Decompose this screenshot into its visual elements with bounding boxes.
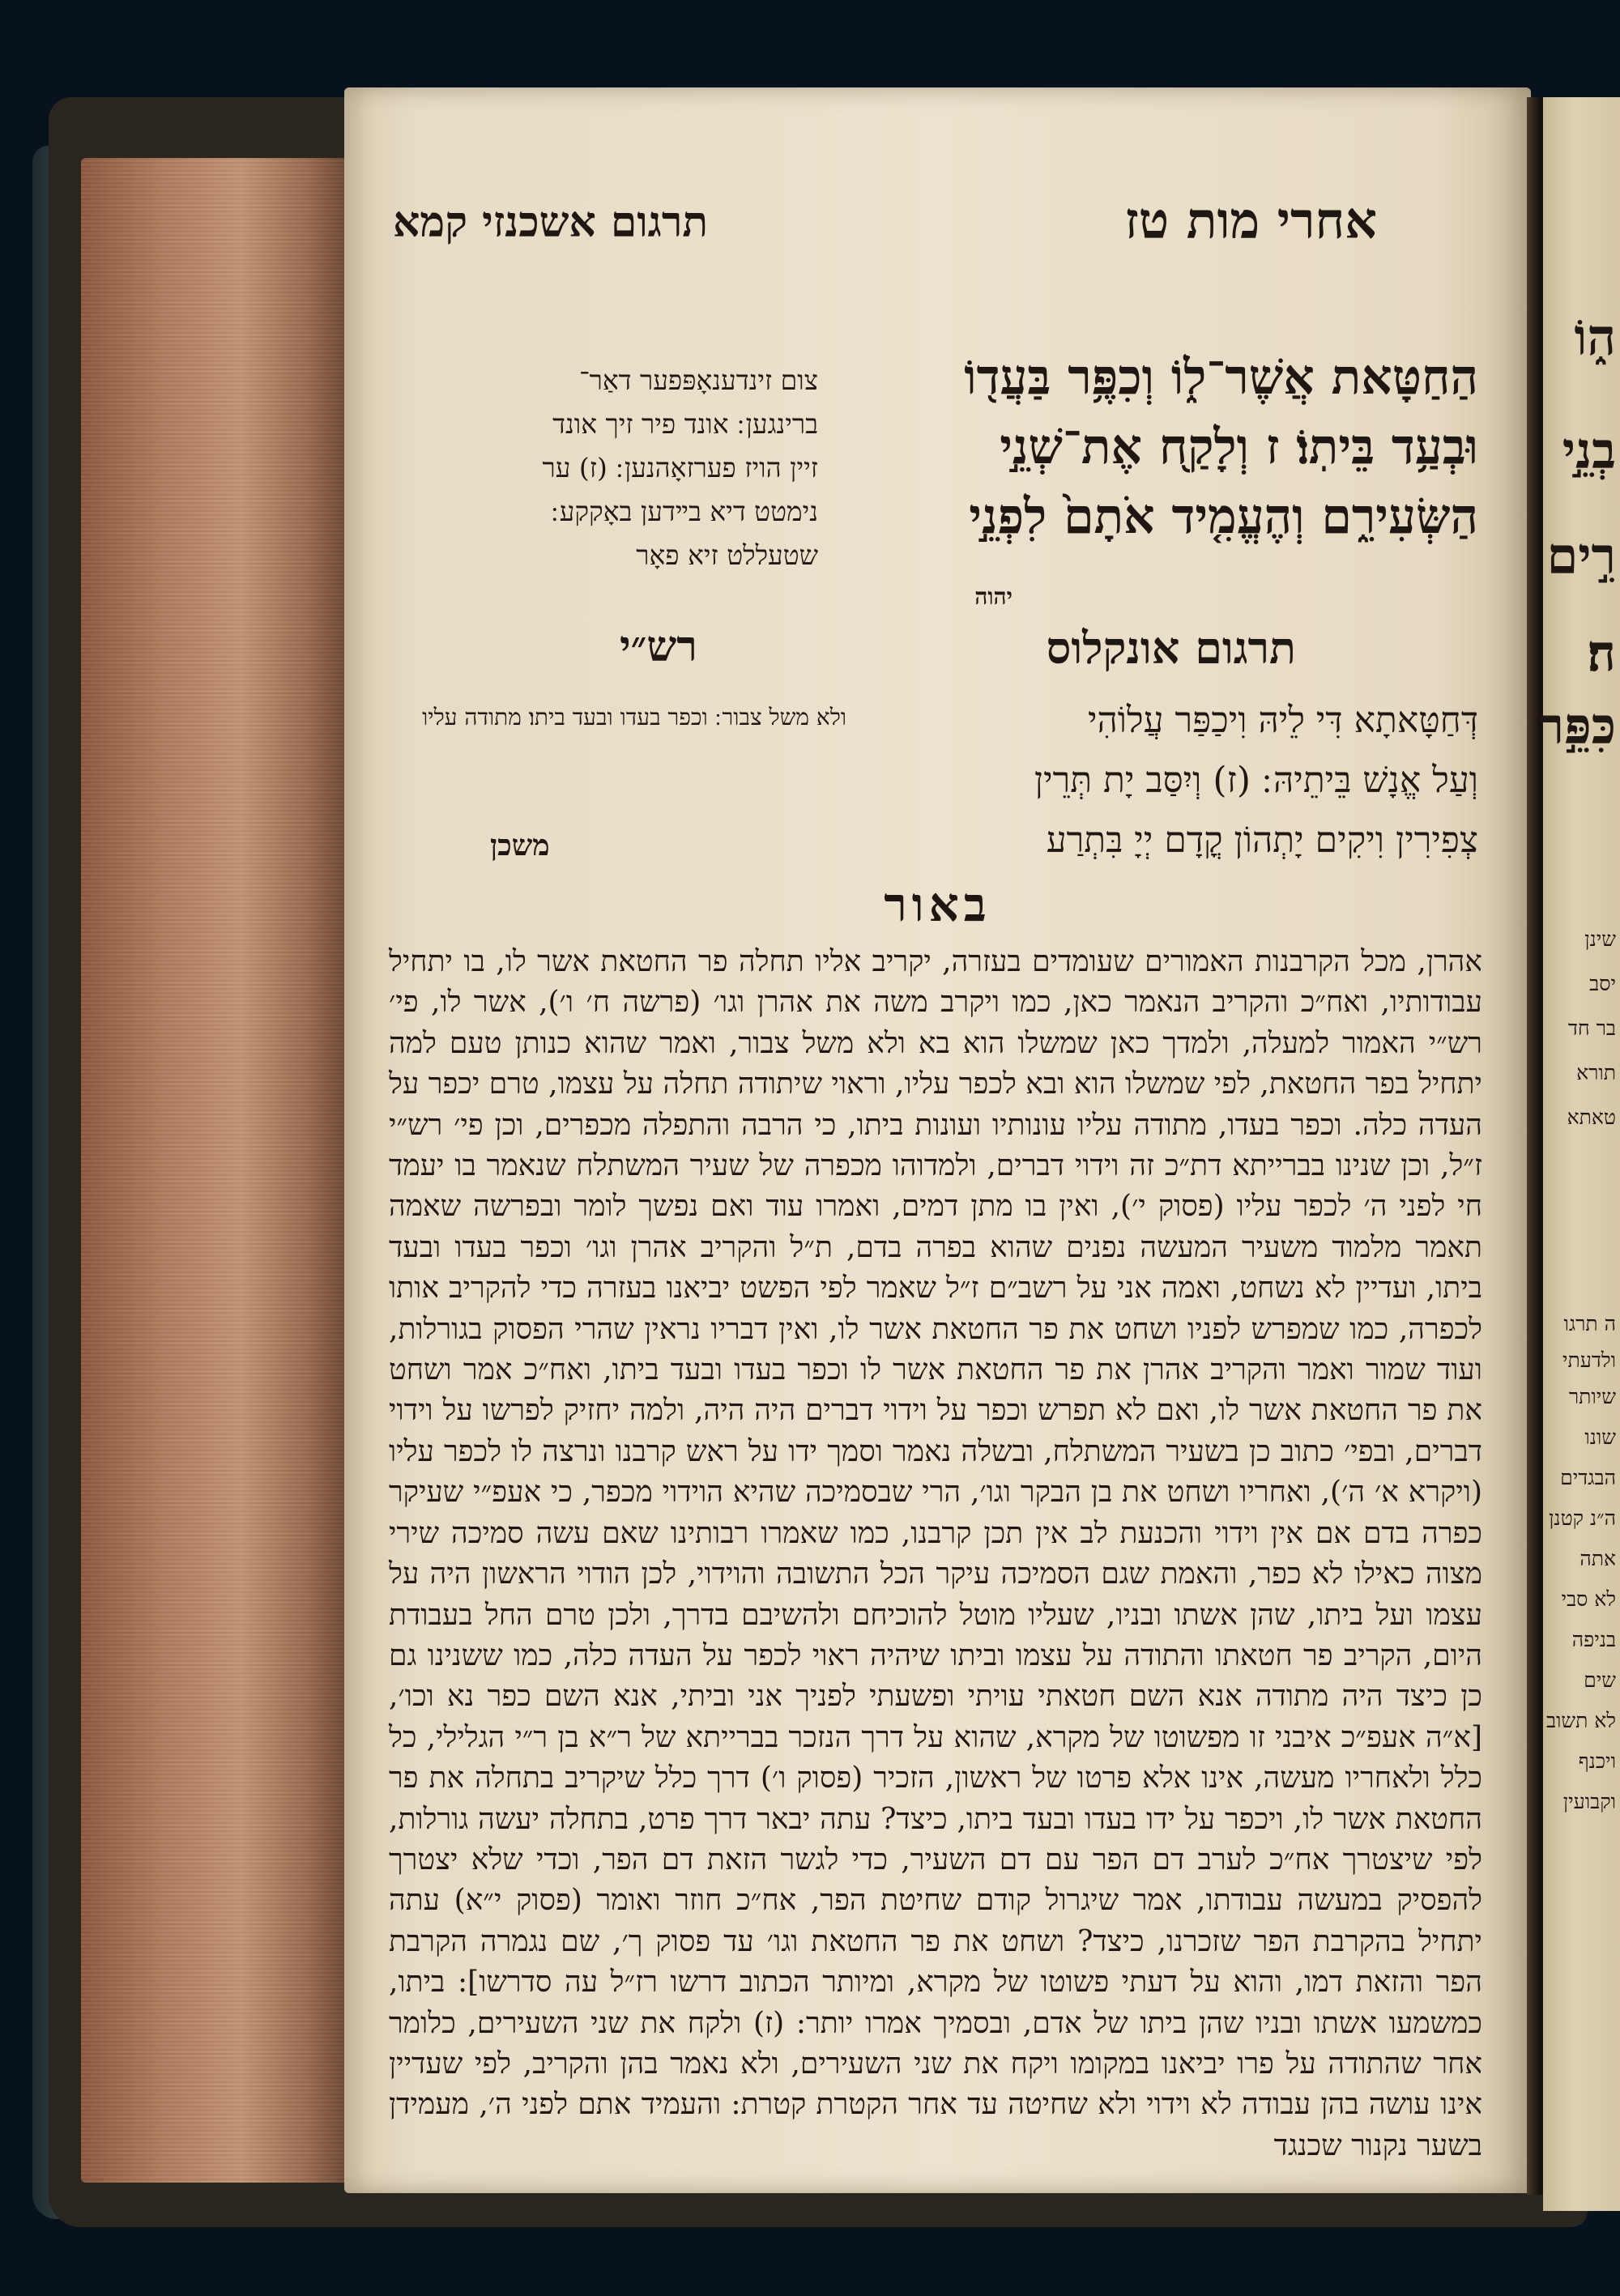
yiddish-translation-block (393, 359, 818, 577)
facing-page-fragment: ויכנף (1578, 1749, 1616, 1773)
facing-page-fragment: בניפה (1571, 1628, 1616, 1651)
divine-name-catchline: יהוה (974, 583, 1013, 610)
onkelos-line: צְפִירִין וִיקִים יָתְהוֹן קֳדָם יְיָ בִּתְרַע (1046, 820, 1478, 861)
rashi-heading: רש״י (620, 622, 697, 671)
onkelos-line: דְּחַטָּאתָא דִּי לֵיהּ וִיכַפַּר עֲלוֹהִי (1087, 700, 1478, 741)
rashi-catchword: משכן (490, 829, 550, 863)
facing-page-fragment: לא סבי (1561, 1587, 1616, 1611)
facing-page-fragment: אתה (1580, 1547, 1616, 1570)
biblical-text-block (855, 343, 1478, 552)
facing-page-fragment: בְנֵ֣י (1562, 421, 1616, 480)
facing-page-fragment: ה֑וֹ (1574, 308, 1616, 367)
page-header (344, 191, 1531, 264)
facing-page-fragment: שיותר (1568, 1385, 1616, 1408)
facing-page-fragment: ה״נ קטנן (1549, 1506, 1616, 1530)
facing-page-fragment: תורא (1576, 1061, 1616, 1084)
running-head-targum: תרגום אשכנזי קמא (393, 198, 709, 247)
biur-heading: באור (884, 877, 991, 932)
facing-page-fragment: וקבועין (1562, 1790, 1616, 1813)
facing-page-edge (1539, 97, 1620, 2211)
yiddish-line: זיין הויז פערזאָהנען ׃ (ז) ער (542, 452, 818, 483)
facing-page-fragment: לא תשוב (1545, 1709, 1616, 1732)
yiddish-line: נימטט דיא בײדען באָקקע ׃ (551, 496, 818, 527)
biblical-line: וּבְעַ֥ד בֵּיתֽוֹ׃ ז וְלָקַ֖ח אֶת־שְׁנֵ֣י (1000, 419, 1478, 475)
yiddish-line: ברינגען ׃ אונד פיר זיך אונד (552, 408, 818, 440)
onkelos-line: וְעַל אֱנָשׁ בֵּיתֵיהּ ׃ (ז) וְיִסַּב יָת תְּרֵין (1034, 760, 1478, 801)
facing-page-fragment: שינן (1584, 927, 1616, 951)
facing-page-fragment: רִ֣ים (1546, 526, 1616, 586)
book-page (344, 87, 1531, 2193)
facing-page-fragment: טאתא (1567, 1105, 1616, 1129)
facing-page-fragment: יסב (1589, 972, 1616, 995)
rashi-text-block: ולא משל צבור ׃ וכפר בעדו ובעד ביתו׃ מתודה עליו (422, 704, 846, 731)
onkelos-text-block (846, 691, 1478, 871)
onkelos-heading: תרגום אונקלוס (1046, 622, 1296, 674)
page-fore-edge (81, 158, 348, 2183)
biblical-line: הַחַטָּאת אֲשֶׁר־ל֑וֹ וְכִפֶּ֥ר בַּעֲד֖וֹ (964, 349, 1478, 406)
facing-page-fragment: ה תרגו (1563, 1312, 1616, 1335)
facing-page-fragment: הבגדים (1560, 1466, 1616, 1489)
facing-page-fragment: שונו (1584, 1425, 1616, 1449)
biblical-line: הַשְּׂעִירִ֑ם וְהֶעֱמִ֤יד אֹתָם֙ לִפְנֵ֣י (969, 488, 1478, 545)
running-head-parsha: אחרי מות טז (1124, 191, 1377, 250)
facing-page-fragment: ה׃ (1587, 624, 1616, 683)
yiddish-line: שטעללט זיא פאָר (636, 539, 818, 571)
facing-page-fragment: כִּפֵּ֣ר (1539, 696, 1616, 756)
facing-page-fragment: שים (1584, 1668, 1616, 1692)
yiddish-line: צום זינדענאָפּפער דאַר־ (579, 364, 818, 396)
facing-page-fragment: ולדעתי (1562, 1348, 1616, 1372)
biur-commentary-block: אהרן, מכל הקרבנות האמורים שעומדים בעזרה, יקריב אליו תחלה פר החטאת אשר לו, בו יתחיל עבודותיו, ואח״כ והקריב הנאמר כאן, כמו ויקרב משה את אהרן וגו׳ (פרשה ח׳ ו׳), אשר לו, פי׳ רש״י האמור למעלה, ולמדך כאן שמשלו הוא בא ולא משל צבור, ואמר שהוא כנותן טעם למה יתחיל בפר החטאת, לפי שמשלו הוא ובא לכפר עליו, וראוי שיתודה תחלה על עצמו, טרם יכפר על העדה כלה. וכפר בעדו, מתודה עליו עונותיו ועונות ביתו, כי הרבה והתפלה מכפרים, וכן פי׳ רש״י ז״ל, וכן שנינו בברייתא דת״כ זה וידוי דברים, ולמדוהו מכפרה של שעיר המשתלח שנאמר בו יעמד חי לפני ה׳ לכפר עליו (פסוק י׳), ואין בו מתן דמים, ואמרו עוד ואם נפשך לומר ובפרשה שאמה תאמר מלמוד משעיר המעשה נפנים שהוא בפרה בדם, ת״ל והקריב אהרן וגו׳ וכפר בעדו ובעד ביתו, ועדיין לא נשחט, ואמה אני על רשב״ם ז״ל שאמר לפי הפשט יביאנו בעזרה כדי להקריב אותו לכפרה, כמו שמפרש לפניו ושחט את פר החטאת אשר לו, ואין דבריו נראין שהרי הפסוק בגורלות, ועוד שמור ואמר והקריב אהרן את פר החטאת אשר לו וכפר בעדו ובעד ביתו, ואח״כ אמר ושחט את פר החטאת אשר לו, ואם לא תפרש וכפר על וידוי דברים היה היה, ולמה יחזיק לפרשו על וידוי דברים, ובפי׳ כתוב כן בשעיר המשתלח, ובשלה נאמר וסמך ידו על ראש קרבנו ונרצה לו לכפר עליו (ויקרא א׳ ה׳), ואחריו ושחט את בן הבקר וגו׳, הרי שבסמיכה שהיא הוידוי מכפר, כי אעפ״י שעיקר כפרה בדם אם אין וידוי והכנעת לב אין תכן קרבנו, כמו שאמרו רבותינו שאם עשה סמיכה שירי מצוה כאילו לא כפר, והאמת שגם הסמיכה עיקר הכל התשובה והוידוי, לכן הודוי הראשון היה על עצמו ועל ביתו, שהן אשתו ובניו, שעליו מוטל להוכיחם ולהשיבם בדרך, ולכן טרם החל בעבודת היום, הקריב פר חטאתו והתודה על עצמו וביתו שיהיה ראוי לכפר על העדה כלה, כמו ששנינו גם כן כיצד היה מתודה אנא השם חטאתי עויתי ופשעתי לפניך אני וביתי, אנא השם כפר נא וכו׳, [א״ה אעפ״כ איבני זו מפשוטו של מקרא, שהוא על דרך הנזכר בברייתא של ר״א בן ר״י הגלילי, כל כלל ולאחריו מעשה, אינו אלא פרטו של ראשון, הזכיר (פסוק ו׳) דרך כלל שיקריב בתחלה את פר החטאת אשר לו, ויכפר על ידו בעדו ובעד ביתו, כיצד? עתה יבאר דרך פרט, בתחלה יעשה גורלות, לפי שיצטרך אח״כ לערב דם הפר עם דם השעיר, כדי לגשר הזאת דם הפר, וכדי שלא יצטרך להפסיק במעשה עבודתו, אמר שיגרול קודם שחיטת הפר, אח״כ חוזר ואומר (פסוק י״א) עתה יתחיל בהקרבת הפר שזכרנו, כיצד? ושחט את פר החטאת וגו׳ עד פסוק ך׳, שם נגמרה הקרבת הפר והזאת דמו, והוא על דעתי פשוטו של מקרא, ומיותר הכתוב דרשו רז״ל עה סדרשו]: ביתו, כמשמעו אשתו ובניו שהן ביתו של אדם, ובסמיך אמרו יותר: (ז) ולקח את שני השעירים, כלומר אחר שהתודה על פרו יביאנו במקומו ויקח את שני השעירים, ולא נאמר בהן והקריב, לפי שעדיין אינו עושה בהן עבודה לא וידוי ולא שחיטה עד אחר הקטרת קטרת: והעמיד אתם לפני ה׳, מעמידן בשער נקנור שכנגד (389, 945, 1483, 2162)
facing-page-fragment: בר חד (1567, 1016, 1616, 1040)
